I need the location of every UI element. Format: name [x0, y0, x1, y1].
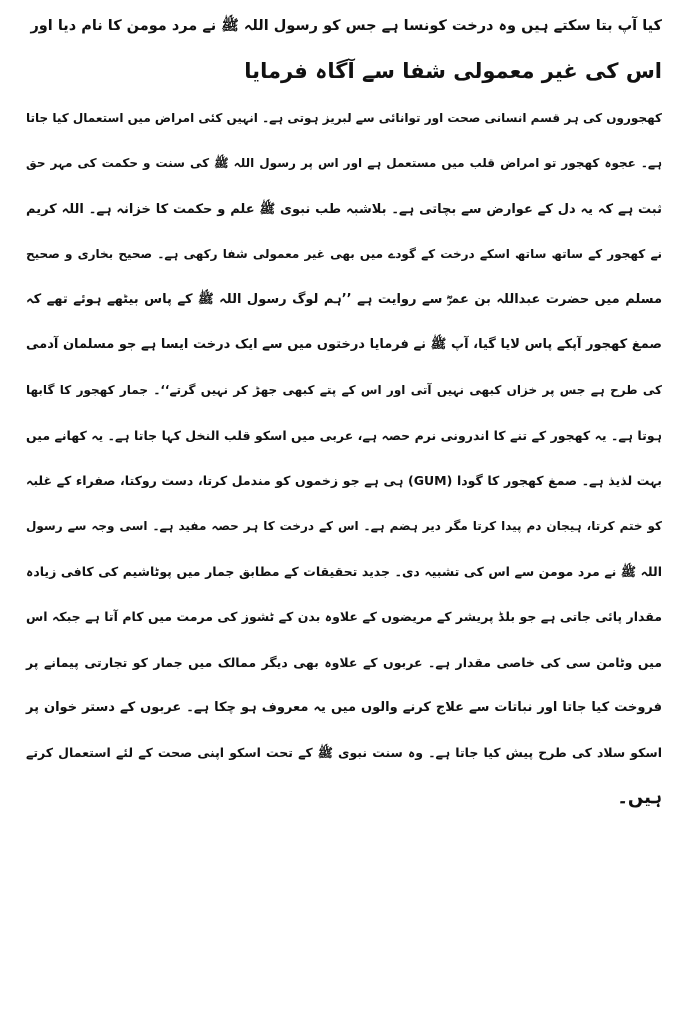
body-line: کھجوروں کی ہر قسم انسانی صحت اور توانائی سے لبریز ہوتی ہے۔ انہیں کئی امراض میں استعمال کیا جاتا — [25, 111, 662, 125]
body-line: میں وٹامن سی کی خاصی مقدار ہے۔ عربوں کے علاوہ بھی دیگر ممالک میں جمار کو تجارتی پیمانے پر — [26, 654, 662, 670]
heading-line-1: کیا آپ بتا سکتے ہیں وہ درخت کونسا ہے جس کو رسول اللہ ﷺ نے مرد مومن کا نام دیا اور — [30, 18, 662, 34]
body-line: مسلم میں حضرت عبداللہ بن عمرؓ سے روایت ہے ’’ہم لوگ رسول اللہ ﷺ کے پاس بیٹھے ہوئے تھے کہ — [26, 292, 662, 308]
body-line: فروخت کیا جاتا اور نباتات سے علاج کرنے والوں میں یہ معروف ہو چکا ہے۔ عربوں کے دستر خوان پر — [26, 699, 662, 715]
body-line: ہے۔ عجوہ کھجور تو امراض قلب میں مستعمل ہے اور اس پر رسول اللہ ﷺ کی سنت و حکمت کی مہر حق — [26, 156, 662, 171]
body-line: بہت لذیذ ہے۔ صمغ کھجور کا گودا (GUM) ہی ہے جو زخموں کو مندمل کرتا، دست روکتا، صفراء کے غلبہ — [26, 473, 662, 489]
article-heading — [26, 4, 662, 94]
body-line: ہیں۔ — [617, 787, 662, 809]
body-line: کی طرح ہے جس پر خزاں کبھی نہیں آتی اور اس کے پتے کبھی جھڑ کر نہیں گرتے‘‘۔ جمار کھجور کا گابھا — [26, 382, 662, 397]
body-line: نے کھجور کے ساتھ ساتھ اسکے درخت کے گودے میں بھی غیر معمولی شفا رکھی ہے۔ صحیح بخاری و صحیح — [26, 246, 662, 261]
body-line: مقدار پائی جاتی ہے جو بلڈ پریشر کے مریضوں کے علاوہ بدن کے ٹشوز کی مرمت میں کام آتا ہے جبکہ اس — [26, 609, 662, 625]
article-body — [26, 96, 662, 821]
body-line: کو ختم کرتا، ہیجان دم پیدا کرتا مگر دیر ہضم ہے۔ اس کے درخت کا ہر حصہ مفید ہے۔ اسی وجہ سے رسول — [26, 518, 662, 533]
heading-line-2: اس کی غیر معمولی شفا سے آگاہ فرمایا — [244, 59, 662, 83]
body-line: صمغ کھجور آپکے پاس لایا گیا، آپ ﷺ نے فرمایا درختوں میں سے ایک درخت ایسا ہے جو مسلمان آدمی — [26, 337, 662, 353]
body-line: اللہ ﷺ نے مرد مومن سے اس کی تشبیہ دی۔ جدید تحقیقات کے مطابق جمار میں پوٹاشیم کی کافی زیادہ — [26, 563, 662, 579]
body-line: ثبت ہے کہ یہ دل کے عوارض سے بچاتی ہے۔ بلاشبہ طب نبوی ﷺ علم و حکمت کا خزانہ ہے۔ اللہ کریم — [26, 201, 662, 217]
body-line: اسکو سلاد کی طرح پیش کیا جاتا ہے۔ وہ سنت نبوی ﷺ کے تحت اسکو اپنی صحت کے لئے استعمال کرتے — [26, 745, 662, 761]
body-line: ہوتا ہے۔ یہ کھجور کے تنے کا اندرونی نرم حصہ ہے، عربی میں اسکو قلب النخل کہا جاتا ہے۔ یہ کھانے میں — [26, 428, 662, 444]
